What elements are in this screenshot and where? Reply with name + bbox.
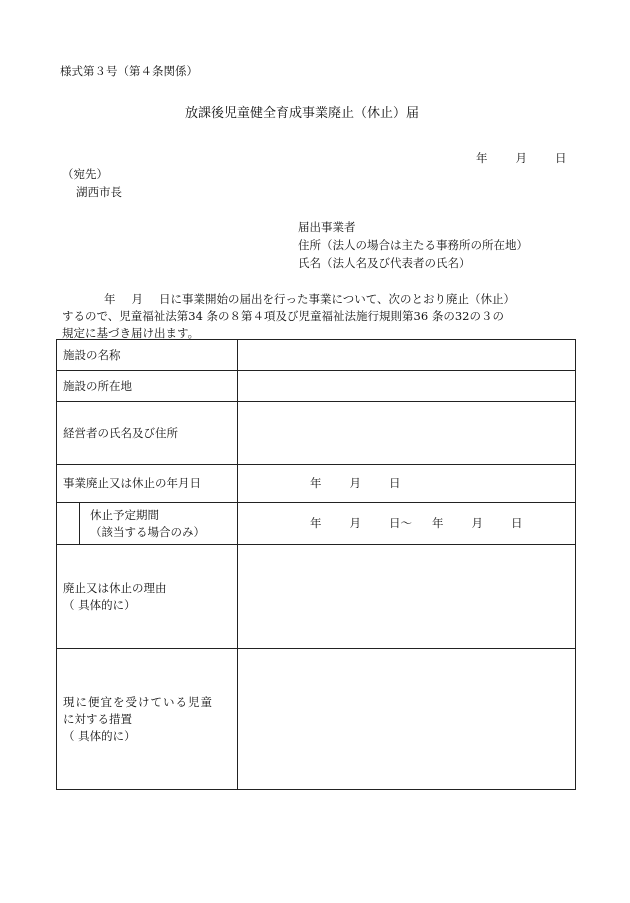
date-day: 日 [555, 151, 567, 165]
applicant-name-label: 氏名（法人名及び代表者の氏名） [298, 256, 471, 270]
form-table [56, 339, 576, 790]
addressee-label: （宛先） [62, 167, 108, 181]
date-year: 年 [476, 151, 488, 165]
intro-text [62, 291, 572, 342]
page-title: 放課後児童健全育成事業廃止（休止）届 [185, 106, 420, 121]
date-month: 月 [515, 151, 527, 165]
suspension-period-note: （該当する場合のみ） [90, 524, 205, 539]
intro-line-3: 規定に基づき届け出ます。 [62, 326, 200, 340]
operator-field[interactable] [238, 402, 576, 465]
row-stop-date [57, 465, 576, 503]
row-reason [57, 545, 576, 649]
addressee-name: 湖西市長 [76, 185, 122, 199]
facility-name-label: 施設の名称 [57, 340, 238, 371]
stop-date-label: 事業廃止又は休止の年月日 [57, 465, 238, 503]
measures-label-cell [57, 649, 238, 790]
suspension-period-label: 休止予定期間 [90, 508, 159, 522]
intro-line-2: するので、児童福祉法第34 条の８第４項及び児童福祉法施行規則第36 条の32の３の [62, 309, 504, 323]
measures-note: （ 具体的に） [63, 728, 136, 743]
reason-label-cell [57, 545, 238, 649]
measures-label-2: に対する措置 [63, 712, 132, 726]
form-number: 様式第３号（第４条関係） [60, 64, 198, 78]
stop-date-field[interactable]: 年 月 日 [238, 465, 576, 503]
applicant-address-label: 住所（法人の場合は主たる事務所の所在地） [298, 238, 528, 252]
row-operator [57, 402, 576, 465]
intro-line-1: 年 月 日に事業開始の届出を行った事業について、次のとおり廃止（休止） [104, 292, 516, 306]
suspension-period-label-cell [57, 503, 238, 545]
measures-label-1: 現に便宜を受けている児童 [63, 695, 213, 710]
date-line [476, 152, 567, 166]
operator-label: 経営者の氏名及び住所 [57, 402, 238, 465]
row-measures [57, 649, 576, 790]
facility-location-field[interactable] [238, 371, 576, 402]
row-suspension-period [57, 503, 576, 545]
row-facility-location [57, 371, 576, 402]
reason-label: 廃止又は休止の理由 [63, 581, 167, 596]
reason-field[interactable] [238, 545, 576, 649]
suspension-period-field[interactable]: 年 月 日〜 年 月 日 [238, 503, 576, 545]
row-facility-name [57, 340, 576, 371]
reason-note: （ 具体的に） [63, 597, 136, 612]
facility-location-label: 施設の所在地 [57, 371, 238, 402]
applicant-heading: 届出事業者 [298, 220, 356, 234]
measures-field[interactable] [238, 649, 576, 790]
facility-name-field[interactable] [238, 340, 576, 371]
